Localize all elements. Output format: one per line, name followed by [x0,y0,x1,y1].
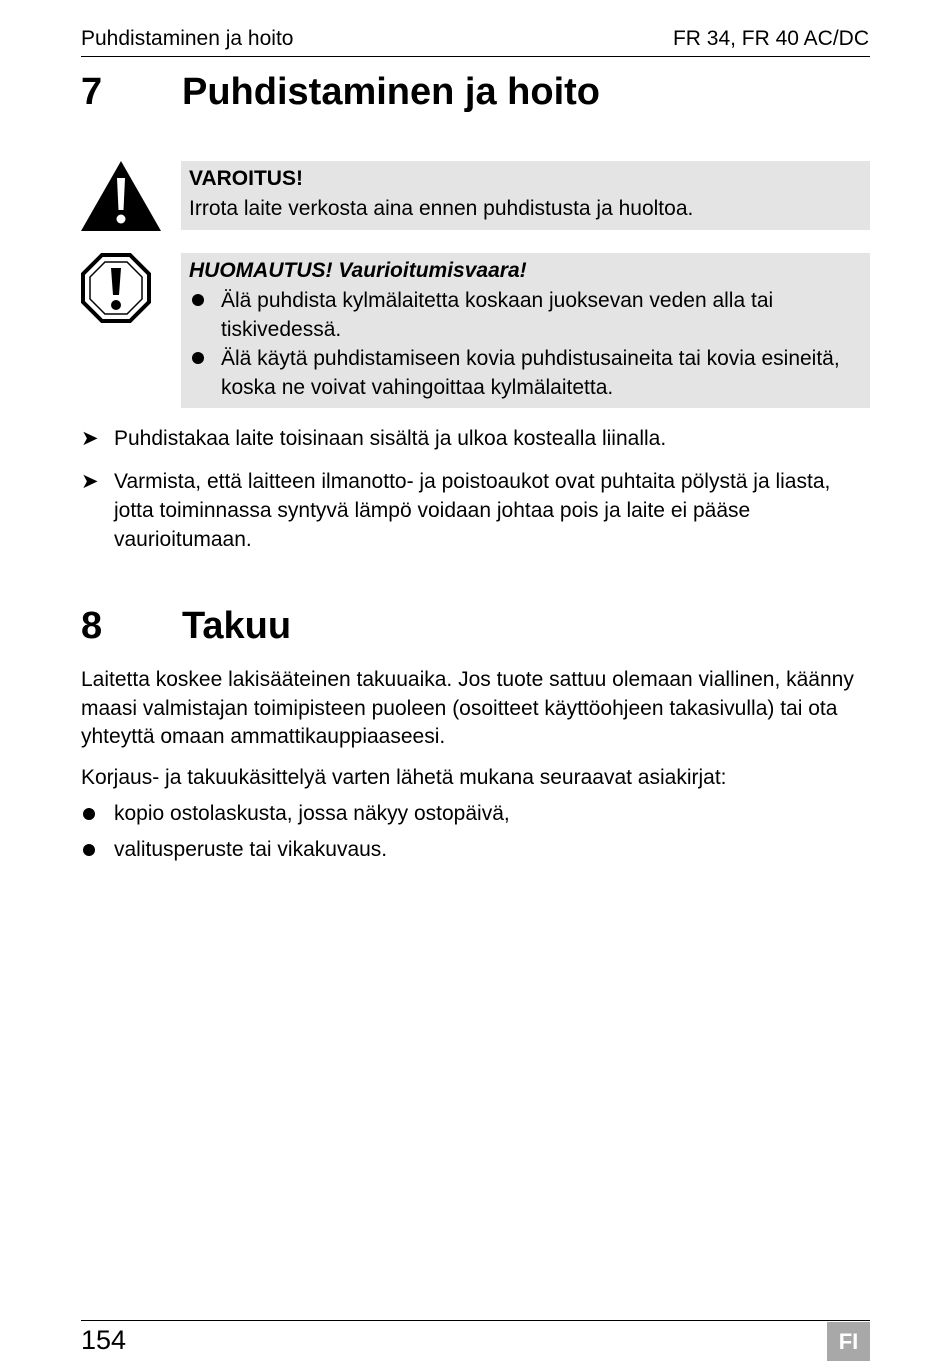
running-header-title: Puhdistaminen ja hoito [81,27,294,50]
notice-title: HUOMAUTUS! Vaurioitumisvaara! [189,259,527,282]
notice-box [181,253,870,408]
documents-intro: Korjaus- ja takuukäsittelyä varten lähetä mukana seuraavat asiakirjat: [81,766,727,789]
warning-box [181,161,870,230]
arrow-bullet-icon: ➤ [81,427,99,450]
bullet-dot-icon [192,352,204,364]
footer-divider [81,1320,870,1321]
page-number: 154 [81,1325,127,1355]
instruction-step: ➤ Varmista, että laitteen ilmanotto- ja poistoaukot ovat puhtaita pölystä ja liasta, jotta toiminnassa syntyvä lämpö voidaan johtaa pois ja laite ei pääse vaurioitumaan. [81,467,870,554]
notice-octagon-icon [80,252,152,324]
warranty-paragraph: Laitetta koskee lakisääteinen takuuaika. Jos tuote sattuu olemaan viallinen, käänny maasi valmistajan toimipisteen puoleen (osoitteet käyttöohjeen takasivulla) tai ota yhteyttä omaan ammattikauppiaaseesi. [81,668,854,748]
bullet-dot-icon [83,808,95,820]
running-header-model: FR 34, FR 40 AC/DC [672,27,869,50]
section-8-number: 8 [81,605,103,647]
bullet-dot-icon [192,294,204,306]
warning-text: Irrota laite verkosta aina ennen puhdistusta ja huoltoa. [189,197,694,220]
notice-bullet: Älä puhdista kylmälaitetta koskaan juoksevan veden alla tai tiskivedessä. [189,286,862,344]
language-tab: FI [827,1322,870,1361]
instruction-step: ➤ Puhdistakaa laite toisinaan sisältä ja ulkoa kostealla liinalla. [81,424,870,453]
warning-triangle-icon [80,160,162,232]
section-7-title: Puhdistaminen ja hoito [182,71,601,113]
warning-title: VAROITUS! [189,167,303,190]
notice-bullet: Älä käytä puhdistamiseen kovia puhdistusaineita tai kovia esineitä, koska ne voivat vahingoittaa kylmälaitetta. [189,344,862,402]
arrow-bullet-icon: ➤ [81,470,99,493]
section-8-title: Takuu [182,605,292,647]
list-item: valitusperuste tai vikakuvaus. [81,835,870,864]
section-7-number: 7 [81,71,103,113]
header-divider [81,56,870,57]
bullet-dot-icon [83,844,95,856]
list-item: kopio ostolaskusta, jossa näkyy ostopäivä, [81,799,870,828]
